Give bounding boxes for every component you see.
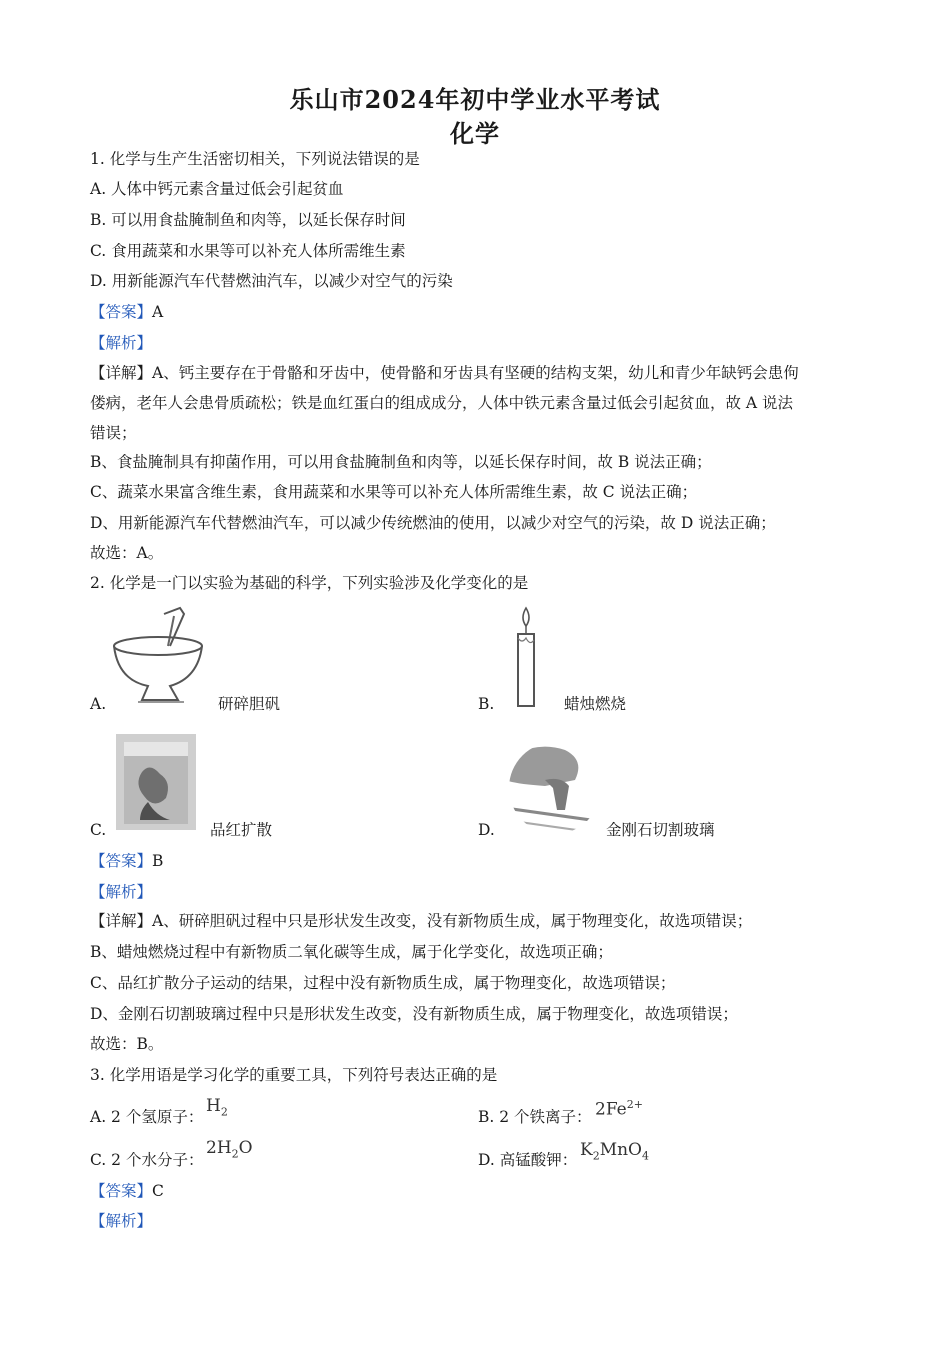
- detail-text: A、钙主要存在于骨骼和牙齿中，使骨骼和牙齿具有坚硬的结构支架，幼儿和青少年缺钙会患佝: [152, 364, 799, 382]
- analysis-tag: 【解析】: [90, 334, 153, 352]
- q1-detail-line-6: D、用新能源汽车代替燃油汽车，可以减少传统燃油的使用，以减少对空气的污染，故 D 说法正确；: [90, 514, 776, 532]
- q3-option-d-label: D. 高锰酸钾：: [478, 1151, 578, 1169]
- detail-tag: 【详解】: [90, 364, 153, 382]
- q1-answer: [90, 302, 870, 322]
- q2-detail-line-1: [90, 911, 870, 931]
- q2-option-b-label: 蜡烛燃烧: [564, 695, 627, 713]
- q2-option-d-letter: D.: [478, 821, 495, 839]
- q3-option-b-label: B. 2 个铁离子：: [478, 1108, 592, 1126]
- exam-subject: 化学: [450, 119, 500, 148]
- q1-detail-line-5: C、蔬菜水果富含维生素，食用蔬菜和水果等可以补充人体所需维生素，故 C 说法正确；: [90, 483, 698, 501]
- q1-option-a: A. 人体中钙元素含量过低会引起贫血: [90, 180, 344, 198]
- q2-detail-line-5: 故选：B。: [90, 1035, 164, 1053]
- dye-diffusion-image: [114, 732, 198, 832]
- q1-detail-line-4: B、食盐腌制具有抑菌作用，可以用食盐腌制鱼和肉等，以延长保存时间，故 B 说法正确；: [90, 453, 712, 471]
- q3-option-a-label: A. 2 个氢原子：: [90, 1108, 204, 1126]
- detail-tag: 【详解】: [90, 912, 153, 930]
- q2-analysis: [90, 882, 870, 902]
- exam-title: 乐山市2024年初中学业水平考试: [289, 85, 661, 114]
- q3-option-d-formula: $K_2MnO_4$: [580, 1140, 649, 1163]
- q2-option-c-label: 品红扩散: [210, 821, 273, 839]
- q3-stem: 3. 化学用语是学习化学的重要工具，下列符号表达正确的是: [90, 1066, 498, 1084]
- q3-option-c-label: C. 2 个水分子：: [90, 1151, 204, 1169]
- q3-option-b-formula: $2Fe^{2+}$: [595, 1098, 643, 1120]
- diamond-cutting-glass-image: [505, 740, 605, 836]
- q2-answer: [90, 851, 870, 871]
- q2-detail-line-3: C、品红扩散分子运动的结果，过程中没有新物质生成，属于物理变化，故选项错误；: [90, 974, 676, 992]
- answer-tag: 【答案】: [90, 1182, 153, 1200]
- q1-detail-line-2: 偻病，老年人会患骨质疏松；铁是血红蛋白的组成成分，人体中铁元素含量过低会引起贫血，故 A 说法: [90, 394, 794, 412]
- q3-option-a-formula: $H_2$: [206, 1096, 228, 1119]
- q1-analysis: [90, 333, 870, 353]
- q2-option-a-label: 研碎胆矾: [218, 695, 281, 713]
- q1-option-d: D. 用新能源汽车代替燃油汽车，以减少对空气的污染: [90, 272, 453, 290]
- q2-detail-line-2: B、蜡烛燃烧过程中有新物质二氧化碳等生成，属于化学变化，故选项正确；: [90, 943, 613, 961]
- q1-option-c: C. 食用蔬菜和水果等可以补充人体所需维生素: [90, 242, 406, 260]
- q2-option-b-letter: B.: [478, 695, 495, 713]
- q3-analysis: [90, 1211, 870, 1231]
- q1-option-b: B. 可以用食盐腌制鱼和肉等，以延长保存时间: [90, 211, 406, 229]
- detail-text: A、研碎胆矾过程中只是形状发生改变，没有新物质生成，属于物理变化，故选项错误；: [152, 912, 753, 930]
- analysis-tag: 【解析】: [90, 1212, 153, 1230]
- q1-stem: 1. 化学与生产生活密切相关，下列说法错误的是: [90, 150, 420, 168]
- answer-tag: 【答案】: [90, 303, 153, 321]
- q3-option-c-formula: $2H_2O$: [206, 1138, 253, 1161]
- q2-option-c-letter: C.: [90, 821, 107, 839]
- q3-answer: [90, 1181, 870, 1201]
- answer-value: C: [152, 1182, 164, 1200]
- answer-tag: 【答案】: [90, 852, 153, 870]
- answer-value: B: [152, 852, 164, 870]
- q2-option-d-label: 金刚石切割玻璃: [606, 821, 715, 839]
- burning-candle-image: [508, 604, 544, 710]
- q1-detail-line-3: 错误；: [90, 424, 137, 442]
- q2-detail-line-4: D、金刚石切割玻璃过程中只是形状发生改变，没有新物质生成，属于物理变化，故选项错误；: [90, 1005, 738, 1023]
- answer-value: A: [152, 303, 164, 321]
- q2-stem: 2. 化学是一门以实验为基础的科学，下列实验涉及化学变化的是: [90, 574, 529, 592]
- q1-detail-line-7: 故选：A。: [90, 544, 164, 562]
- mortar-pestle-image: [108, 606, 212, 710]
- q1-detail-line-1: [90, 363, 870, 383]
- analysis-tag: 【解析】: [90, 883, 153, 901]
- q2-option-a-letter: A.: [90, 695, 107, 713]
